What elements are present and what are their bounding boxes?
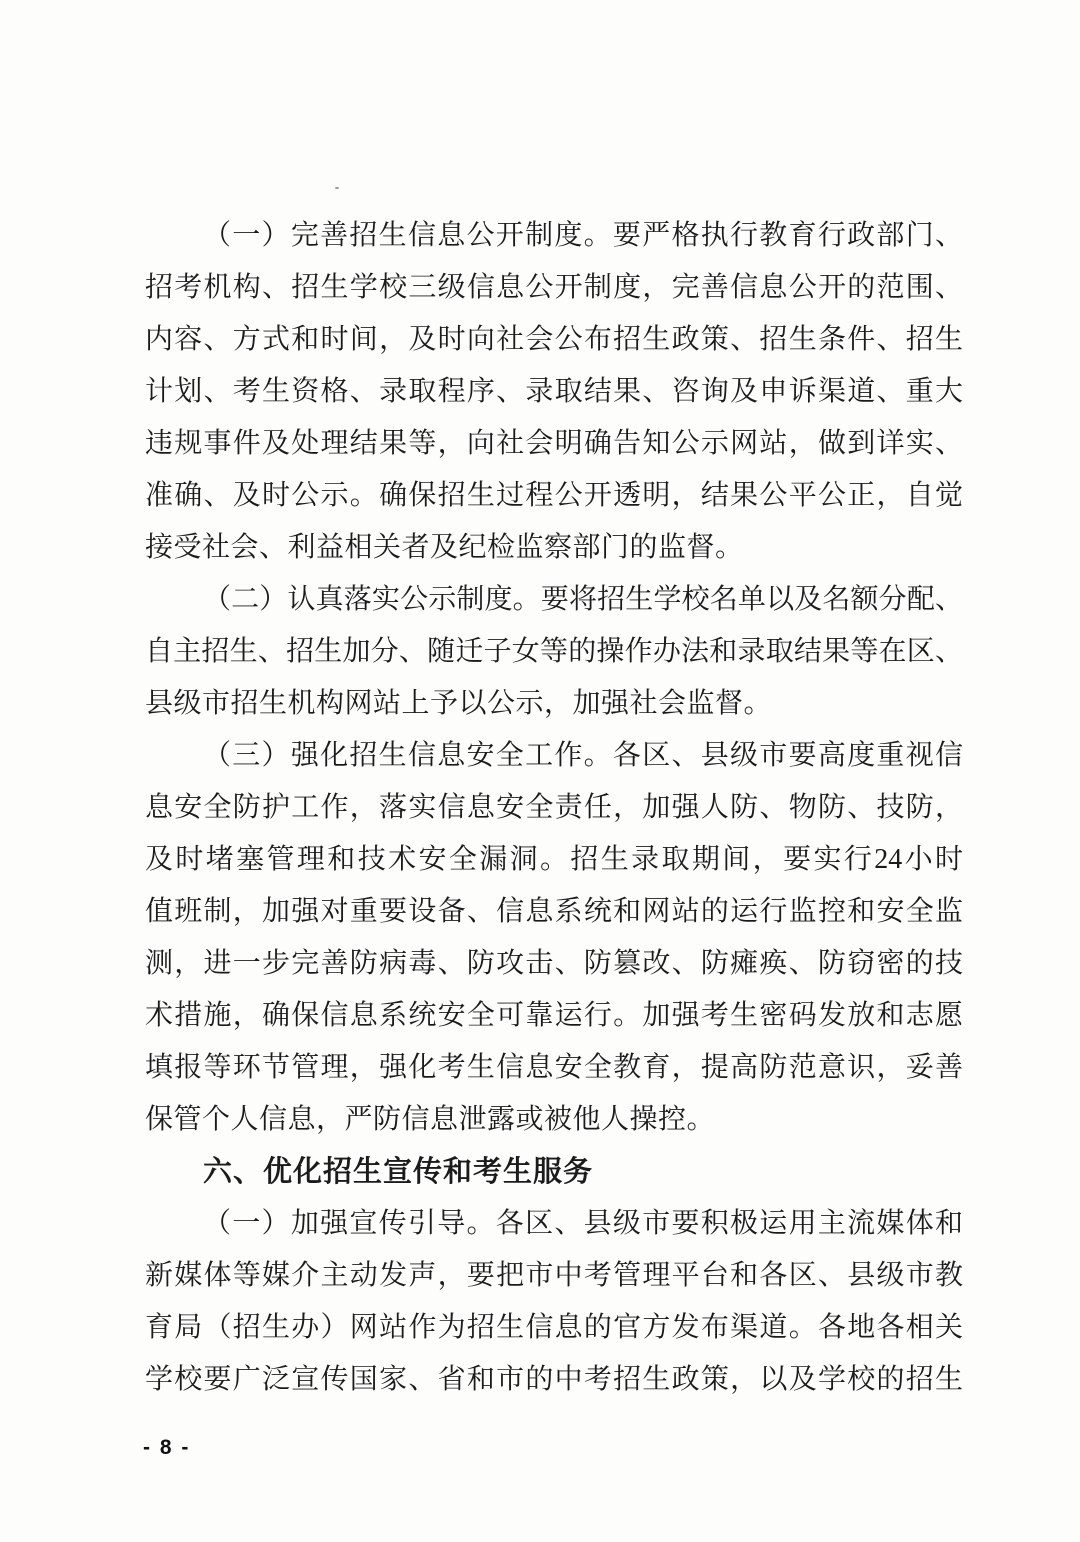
text-line: 保管个人信息，严防信息泄露或被他人操控。 — [145, 1104, 716, 1135]
text-line: 学校要广泛宣传国家、省和市的中考招生政策，以及学校的招生 — [145, 1364, 963, 1395]
text-line: （一）完善招生信息公开制度。要严格执行教育行政部门、 — [203, 220, 963, 251]
text-line: 息安全防护工作，落实信息安全责任，加强人防、物防、技防， — [145, 792, 963, 823]
text-line: 计划、考生资格、录取程序、录取结果、咨询及申诉渠道、重大 — [145, 376, 963, 407]
text-line: 招考机构、招生学校三级信息公开制度，完善信息公开的范围、 — [145, 272, 963, 303]
text-line: （三）强化招生信息安全工作。各区、县级市要高度重视信 — [203, 740, 963, 771]
page-number: - 8 - — [143, 1436, 191, 1459]
text-line: 自主招生、招生加分、随迁子女等的操作办法和录取结果等在区、 — [145, 636, 963, 667]
text-line: 县级市招生机构网站上予以公示，加强社会监督。 — [145, 688, 773, 719]
text-line: （二）认真落实公示制度。要将招生学校名单以及名额分配、 — [203, 584, 963, 615]
text-line: （一）加强宣传引导。各区、县级市要积极运用主流媒体和 — [203, 1208, 963, 1239]
document-body — [145, 210, 963, 1406]
text-line: 测，进一步完善防病毒、防攻击、防篡改、防瘫痪、防窃密的技 — [145, 948, 963, 979]
text-line: 准确、及时公示。确保招生过程公开透明，结果公平公正，自觉 — [145, 480, 963, 511]
text-line: 填报等环节管理，强化考生信息安全教育，提高防范意识，妥善 — [145, 1052, 963, 1083]
scan-artifact-dot — [335, 187, 339, 189]
text-line: 新媒体等媒介主动发声，要把市中考管理平台和各区、县级市教 — [145, 1260, 963, 1291]
text-line: 内容、方式和时间，及时向社会公布招生政策、招生条件、招生 — [145, 324, 963, 355]
text-line: 术措施，确保信息系统安全可靠运行。加强考生密码发放和志愿 — [145, 1000, 963, 1031]
text-line: 育局（招生办）网站作为招生信息的官方发布渠道。各地各相关 — [145, 1312, 963, 1343]
text-line: 及时堵塞管理和技术安全漏洞。招生录取期间，要实行24小时 — [145, 844, 963, 875]
text-line: 违规事件及处理结果等，向社会明确告知公示网站，做到详实、 — [145, 428, 963, 459]
text-line: 接受社会、利益相关者及纪检监察部门的监督。 — [145, 532, 744, 563]
text-line: 值班制，加强对重要设备、信息系统和网站的运行监控和安全监 — [145, 896, 963, 927]
section-heading: 六、优化招生宣传和考生服务 — [203, 1156, 594, 1188]
